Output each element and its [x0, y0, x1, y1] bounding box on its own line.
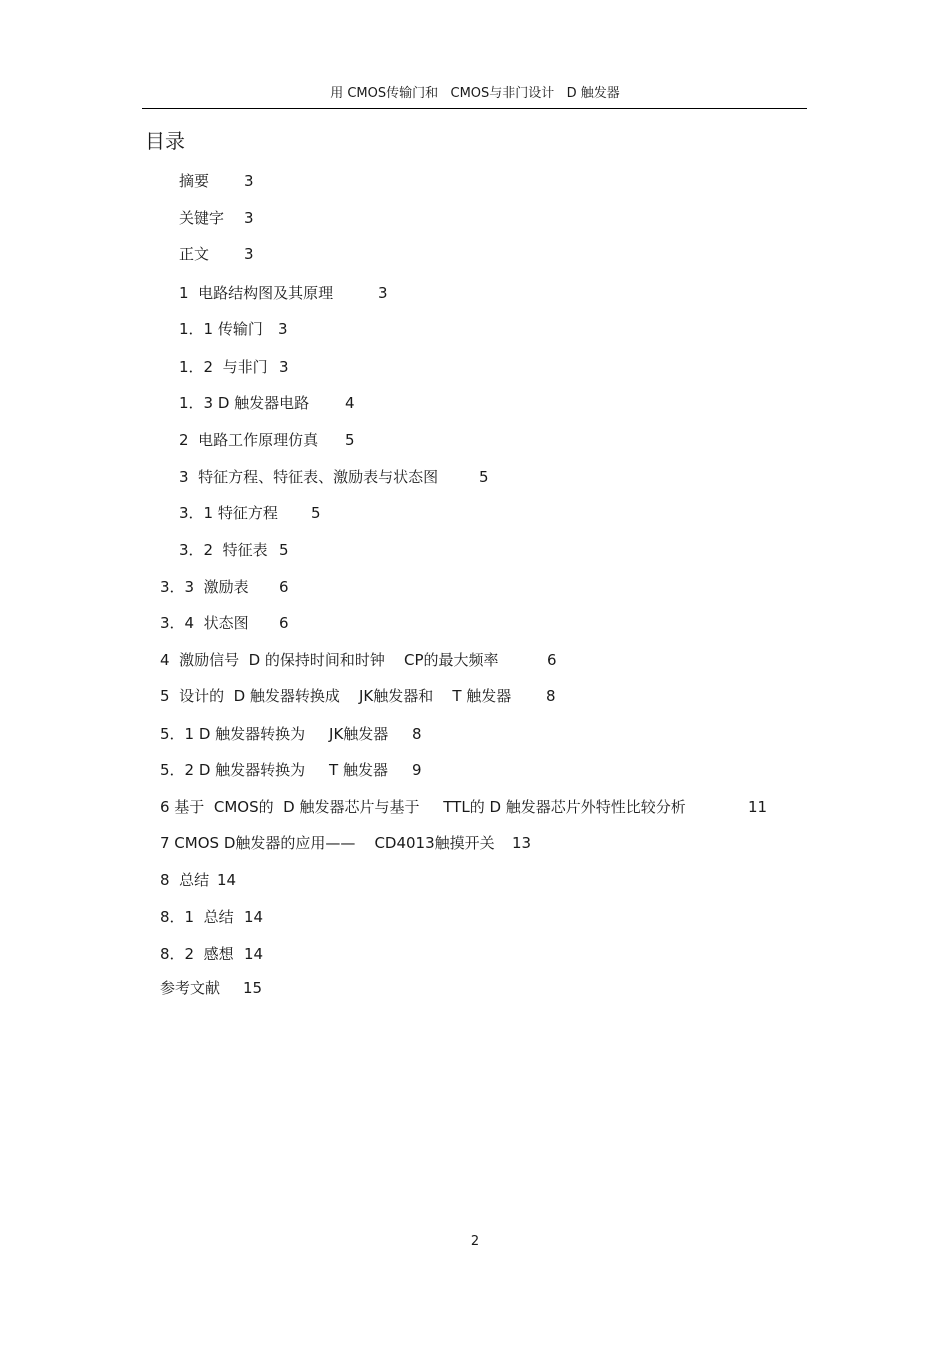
- toc-entry-1-1[interactable]: [179, 320, 288, 338]
- toc-entry-1[interactable]: [179, 284, 388, 302]
- toc-entry-page: 6: [279, 578, 289, 596]
- toc-entry-label: 3．2 特征表: [179, 541, 268, 559]
- toc-entry-page: 3: [378, 284, 388, 302]
- toc-entry-5-2[interactable]: [160, 761, 422, 779]
- toc-entry-label: 摘要: [179, 172, 210, 190]
- toc-entry-label: 3 特征方程、特征表、激励表与状态图: [179, 468, 439, 486]
- toc-entry-4[interactable]: [160, 651, 557, 669]
- toc-entry-1-2[interactable]: [179, 358, 289, 376]
- toc-entry-page: 3: [244, 245, 254, 263]
- toc-entry-page: 14: [217, 871, 237, 889]
- toc-entry-page: 3: [244, 172, 254, 190]
- toc-entry-page: 6: [547, 651, 557, 669]
- toc-entry-label: 1．3 D 触发器电路: [179, 394, 310, 412]
- toc-entry-page: 3: [278, 320, 288, 338]
- running-header: 用 CMOS传输门和 CMOS与非门设计 D 触发器: [330, 86, 620, 101]
- toc-entry-page: 3: [244, 209, 254, 227]
- toc-entry-8-1[interactable]: [160, 908, 264, 926]
- toc-entry-label: 2 电路工作原理仿真: [179, 431, 319, 449]
- toc-entry-label: 8．1 总结: [160, 908, 234, 926]
- toc-entry-3-1[interactable]: [179, 504, 321, 522]
- toc-entry-label: 1．2 与非门: [179, 358, 268, 376]
- toc-entry-8[interactable]: [160, 871, 237, 889]
- toc-entry-3-2[interactable]: [179, 541, 289, 559]
- toc-entry-label: 4 激励信号 D 的保持时间和时钟 CP的最大频率: [160, 651, 499, 669]
- toc-entry-page: 9: [412, 761, 422, 779]
- toc-entry-7[interactable]: [160, 834, 532, 852]
- toc-entry-page: 14: [244, 908, 264, 926]
- toc-entry-label: 1 电路结构图及其原理: [179, 284, 334, 302]
- toc-entry-label: 7 CMOS D触发器的应用—— CD4013触摸开关: [160, 834, 495, 852]
- toc-entry-page: 5: [279, 541, 289, 559]
- toc-entry-label: 3．3 激励表: [160, 578, 249, 596]
- toc-entry-page: 4: [345, 394, 355, 412]
- header-rule: [142, 108, 807, 109]
- toc-entry-label: 5．1 D 触发器转换为 JK触发器: [160, 725, 389, 743]
- toc-entry-page: 6: [279, 614, 289, 632]
- toc-entry-body[interactable]: [179, 245, 254, 263]
- toc-entry-page: 5: [311, 504, 321, 522]
- toc-entry-label: 8．2 感想: [160, 945, 234, 963]
- toc-entry-label: 关键字: [179, 209, 225, 227]
- toc-entry-6[interactable]: [160, 798, 768, 816]
- toc-entry-label: 3．4 状态图: [160, 614, 249, 632]
- toc-entry-label: 正文: [179, 245, 210, 263]
- toc-entry-page: 8: [546, 687, 556, 705]
- page-number: 2: [470, 1234, 480, 1249]
- toc-entry-page: 14: [244, 945, 264, 963]
- toc-entry-3-3[interactable]: [160, 578, 289, 596]
- toc-entry-keywords[interactable]: [179, 209, 254, 227]
- toc-entry-2[interactable]: [179, 431, 355, 449]
- toc-entry-3[interactable]: [179, 468, 489, 486]
- toc-entry-8-2[interactable]: [160, 945, 264, 963]
- toc-entry-references[interactable]: [160, 979, 263, 997]
- toc-entry-page: 3: [279, 358, 289, 376]
- toc-heading: 目录: [145, 129, 185, 153]
- toc-entry-page: 11: [748, 798, 768, 816]
- toc-entry-page: 15: [243, 979, 263, 997]
- toc-entry-label: 8 总结: [160, 871, 210, 889]
- toc-entry-page: 13: [512, 834, 532, 852]
- toc-entry-abstract[interactable]: [179, 172, 254, 190]
- toc-entry-label: 5．2 D 触发器转换为 T 触发器: [160, 761, 388, 779]
- toc-entry-page: 5: [345, 431, 355, 449]
- toc-entry-page: 5: [479, 468, 489, 486]
- toc-entry-label: 1．1 传输门: [179, 320, 263, 338]
- toc-entry-5-1[interactable]: [160, 725, 422, 743]
- toc-entry-label: 参考文献: [160, 979, 221, 997]
- toc-entry-page: 8: [412, 725, 422, 743]
- toc-entry-1-3[interactable]: [179, 394, 355, 412]
- toc-entry-label: 6 基于 CMOS的 D 触发器芯片与基于 TTL的 D 触发器芯片外特性比较分析: [160, 798, 686, 816]
- toc-entry-label: 3．1 特征方程: [179, 504, 278, 522]
- toc-entry-5[interactable]: [160, 687, 556, 705]
- toc-entry-3-4[interactable]: [160, 614, 289, 632]
- toc-entry-label: 5 设计的 D 触发器转换成 JK触发器和 T 触发器: [160, 687, 512, 705]
